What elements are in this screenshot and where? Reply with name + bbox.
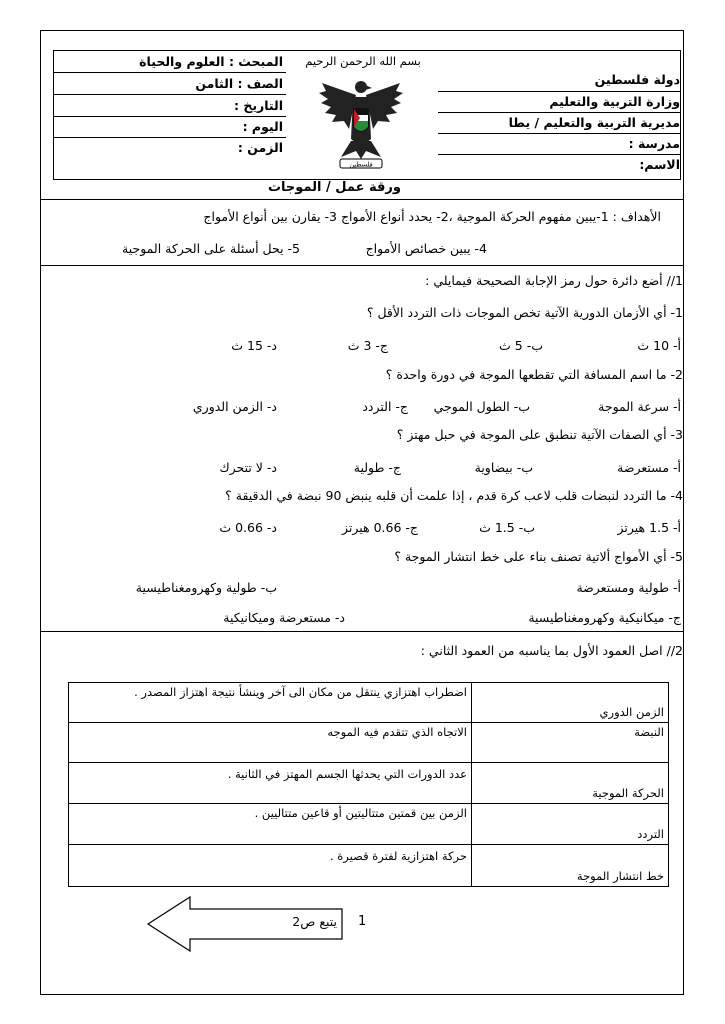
q1-item-2-option-c[interactable]: ج- التردد	[362, 399, 408, 414]
palestine-eagle-emblem-icon	[316, 75, 406, 171]
q1-item-5-option-c[interactable]: ج- ميكانيكية وكهرومغناطيسية	[528, 610, 681, 625]
header-left-line: الزمن :	[237, 140, 283, 155]
divider	[40, 631, 684, 632]
q1-item-2-option-a[interactable]: أ- سرعة الموجة	[598, 399, 681, 414]
q1-item-2-option-b[interactable]: ب- الطول الموجي	[433, 399, 530, 414]
emblem-caption: فلسطين	[349, 160, 373, 169]
rule	[438, 133, 681, 134]
header-right-line: الاسم:	[639, 157, 680, 172]
q1-item-1-option-c[interactable]: ج- 3 ث	[347, 338, 388, 353]
header-right-line: مديرية التربية والتعليم / يطا	[508, 115, 680, 130]
table-row	[69, 763, 669, 804]
page-number: 1	[358, 914, 367, 929]
rule	[438, 112, 681, 113]
q1-item-3-option-c[interactable]: ج- طولية	[353, 460, 401, 475]
objectives-line-2b: 5- يحل أسئلة على الحركة الموجية	[122, 241, 300, 256]
objectives-line-2a: 4- يبين خصائص الأمواج	[365, 241, 487, 256]
header-left-line: اليوم :	[242, 119, 283, 134]
next-page-label: يتبع ص2	[292, 914, 337, 929]
rule	[53, 72, 286, 73]
basmala: بسم الله الرحمن الرحيم	[305, 54, 421, 68]
q1-item-4-option-a[interactable]: أ- 1.5 هيرتز	[617, 520, 681, 535]
header-left-line: الصف : الثامن	[195, 76, 283, 91]
table-row	[69, 845, 669, 887]
definition-cell[interactable]: الاتجاه الذي تتقدم فيه الموجه	[69, 723, 472, 763]
definition-cell[interactable]: حركة اهتزازية لفترة قصيرة .	[69, 845, 472, 887]
term-cell[interactable]: النبضة	[472, 723, 669, 763]
objectives-line-1: الأهداف : 1-يبين مفهوم الحركة الموجية ،2- يحدد أنواع الأمواج 3- يقارن بين أنواع الأمواج	[203, 209, 661, 224]
q1-item-2: 2- ما اسم المسافة التي تقطعها الموجة في دورة واحدة ؟	[385, 367, 683, 382]
term-cell[interactable]: الزمن الدوري	[472, 683, 669, 723]
definition-cell[interactable]: عدد الدورات التي يحدثها الجسم المهتز في الثانية .	[69, 763, 472, 804]
q1-item-4: 4- ما التردد لنبضات قلب لاعب كرة قدم ، إذا علمت أن قلبه ينبض 90 نبضة في الدقيقة ؟	[225, 488, 683, 503]
q1-item-4-option-c[interactable]: ج- 0.66 هيرتز	[341, 520, 418, 535]
definition-cell[interactable]: اضطراب اهتزازي ينتقل من مكان الى آخر وينشأ نتيجة اهتزاز المصدر .	[69, 683, 472, 723]
q1-item-3-option-a[interactable]: أ- مستعرضة	[617, 460, 681, 475]
q1-item-5-option-d[interactable]: د- مستعرضة وميكانيكية	[223, 610, 345, 625]
header-right-line: دولة فلسطين	[594, 72, 680, 87]
q2-instruction: 2// اصل العمود الأول بما يناسبه من العمود الثاني :	[420, 643, 683, 658]
q1-item-5-option-b[interactable]: ب- طولية وكهرومغناطيسية	[135, 580, 277, 595]
header-left-line: المبحث : العلوم والحياة	[139, 54, 283, 69]
header-right-line: مدرسة :	[628, 136, 680, 151]
q1-item-1-option-a[interactable]: أ- 10 ث	[637, 338, 681, 353]
term-cell[interactable]: خط انتشار الموجة	[472, 845, 669, 887]
rule	[53, 116, 286, 117]
q1-item-1: 1- أي الأزمان الدورية الآتية تخص الموجات ذات التردد الأقل ؟	[366, 305, 683, 320]
q1-item-2-option-d[interactable]: د- الزمن الدوري	[192, 399, 277, 414]
rule	[438, 91, 681, 92]
q1-item-3-option-b[interactable]: ب- بيضاوية	[474, 460, 533, 475]
q1-item-1-option-b[interactable]: ب- 5 ث	[499, 338, 543, 353]
q1-item-5-option-a[interactable]: أ- طولية ومستعرضة	[576, 580, 681, 595]
rule	[53, 137, 286, 138]
divider	[40, 199, 684, 200]
rule	[438, 154, 681, 155]
table-row	[69, 804, 669, 845]
matching-table	[68, 682, 669, 887]
term-cell[interactable]: الحركة الموجية	[472, 763, 669, 804]
q1-item-3-option-d[interactable]: د- لا تتحرك	[219, 460, 277, 475]
term-cell[interactable]: التردد	[472, 804, 669, 845]
divider	[40, 265, 684, 266]
q1-item-5: 5- أي الأمواج ألاتية تصنف بناء على خط انتشار الموجة ؟	[394, 549, 683, 564]
q1-item-4-option-d[interactable]: د- 0.66 ث	[219, 520, 277, 535]
definition-cell[interactable]: الزمن بين قمتين متتاليتين أو قاعين متتاليين .	[69, 804, 472, 845]
header-right-line: وزارة التربية والتعليم	[549, 94, 680, 109]
q1-item-4-option-b[interactable]: ب- 1.5 ث	[479, 520, 535, 535]
worksheet-title: ورقة عمل / الموجات	[267, 180, 401, 195]
rule	[53, 94, 286, 95]
header-left-line: التاريخ :	[233, 98, 283, 113]
q1-item-1-option-d[interactable]: د- 15 ث	[231, 338, 277, 353]
table-row	[69, 683, 669, 723]
q1-item-3: 3- أي الصفات الآتية تنطبق على الموجة في حبل مهتز ؟	[396, 427, 683, 442]
q1-instruction: 1// أضع دائرة حول رمز الإجابة الصحيحة فيمايلي :	[425, 273, 683, 288]
table-row	[69, 723, 669, 763]
